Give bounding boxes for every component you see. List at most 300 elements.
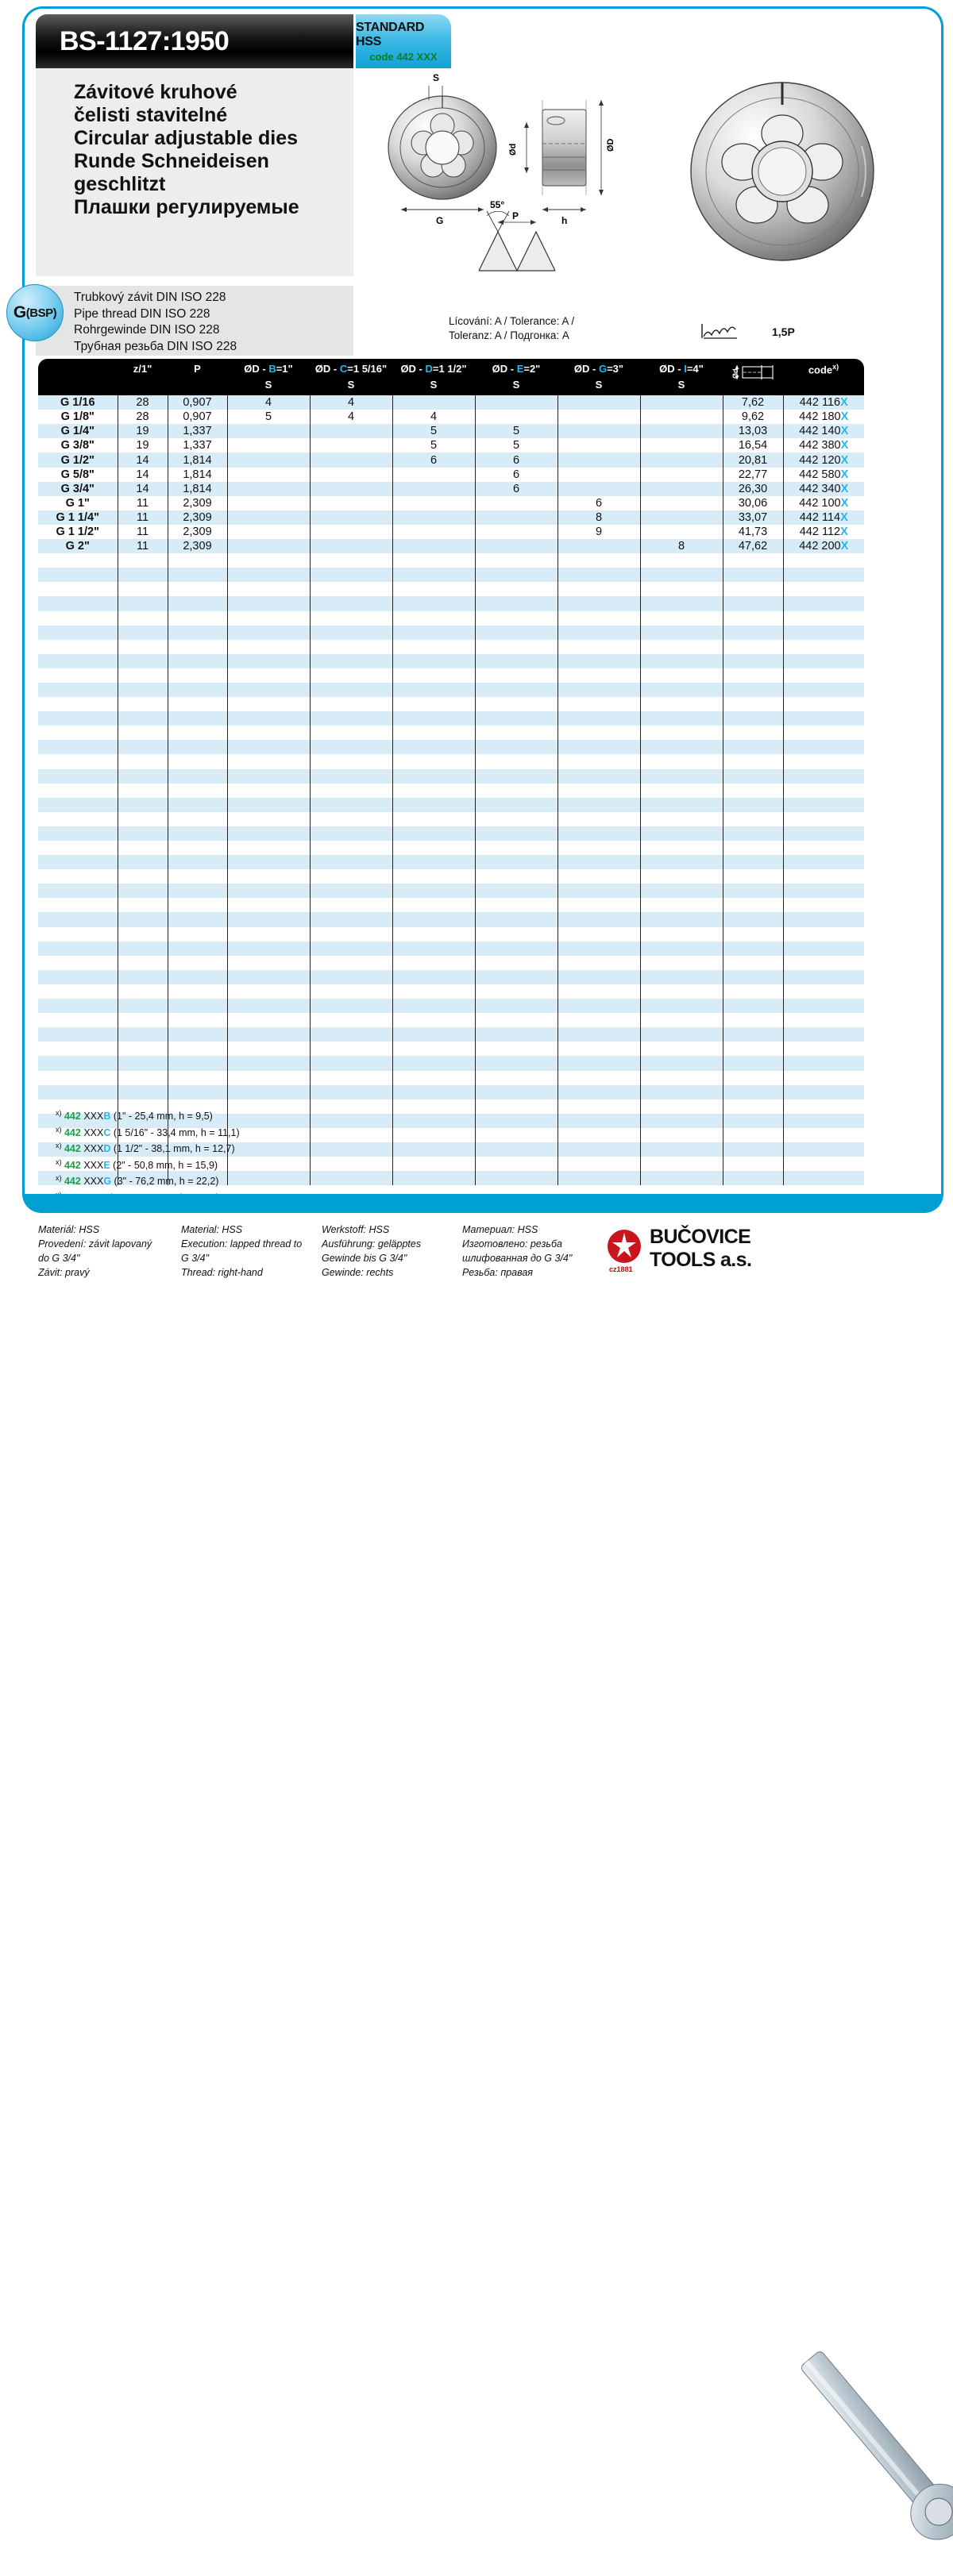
footnote-code: 442 [64,1111,81,1122]
cell-empty [475,553,558,568]
cell-empty [475,596,558,610]
cell-empty [118,1085,168,1099]
cell-empty [310,640,392,654]
thread-standard-en: Pipe thread DIN ISO 228 [74,306,210,321]
cell-empty [227,970,310,984]
cell-p: 1,814 [168,452,227,467]
drawing-label-od-small: Ød [508,143,518,156]
cell-empty [475,740,558,754]
cell-empty [475,898,558,912]
cell-empty [38,1042,118,1056]
footer-cs-l2: Provedení: závit lapovaný [38,1238,152,1250]
footnote-body: XXX [80,1159,104,1171]
bsp-thread-badge [6,284,64,341]
cell-empty [38,984,118,999]
cell-empty [723,726,783,740]
cell-empty [475,884,558,898]
cell-empty [310,1099,392,1114]
cell-z: 19 [118,424,168,438]
footnote-body: XXX [80,1143,104,1155]
die-drawing-svg [353,68,909,276]
cell-empty [723,553,783,568]
footnote-letter: D [103,1143,111,1155]
cell-empty [310,626,392,640]
cell-od: 22,77 [723,468,783,482]
col-header-od-g: ØD - G=3" S [558,359,640,395]
cell-empty [38,740,118,754]
cell-empty [723,568,783,582]
cell-empty [783,1114,864,1128]
cell-empty [118,812,168,826]
cell-empty [392,683,475,697]
col-header-inner-diameter [723,359,783,395]
cell-empty [640,798,723,812]
cell-empty [118,626,168,640]
cell-empty [38,640,118,654]
cell-empty [475,826,558,841]
cell-empty [168,884,227,898]
cell-empty [723,1142,783,1157]
cell-empty [723,1013,783,1027]
footer-de-l1: Werkstoff: HSS [322,1224,390,1235]
cell-empty [640,941,723,956]
cell-empty [118,884,168,898]
table-row-empty [38,784,864,798]
company-logo-icon [605,1227,643,1265]
cell-p: 0,907 [168,410,227,424]
cell-empty [310,1027,392,1042]
cell-empty [310,740,392,754]
footnote-letter: C [103,1126,111,1138]
cell-empty [640,984,723,999]
cell-empty [38,769,118,784]
cell-empty [168,927,227,941]
cell-d [392,482,475,496]
cell-i [640,424,723,438]
cell-empty [640,697,723,711]
cell-empty [558,611,640,626]
footnote-desc: (3" - 76,2 mm, h = 22,2) [111,1176,219,1188]
col-header-od-i: ØD - I=4" S [640,359,723,395]
cell-empty [227,769,310,784]
cell-empty [723,1128,783,1142]
table-row-empty [38,754,864,768]
technical-drawings [353,68,909,276]
cell-empty [640,640,723,654]
table-row [38,468,864,482]
tolerance-line-2: Toleranz: A / Подгонка: A [449,329,569,342]
cell-i [640,525,723,539]
cell-empty [118,984,168,999]
footnote-mark: x) [56,1174,62,1183]
cell-empty [475,683,558,697]
cell-empty [118,1056,168,1070]
cell-empty [558,553,640,568]
cell-d: 5 [392,438,475,452]
cell-empty [723,941,783,956]
cell-code: 442 140X [783,424,864,438]
cell-empty [118,898,168,912]
cell-empty [310,784,392,798]
cell-g [558,539,640,553]
cell-empty [783,812,864,826]
footer-de-l2: Ausführung: geläpptes [322,1238,422,1250]
cell-empty [558,999,640,1013]
cell-empty [38,784,118,798]
table-row-empty [38,626,864,640]
cell-empty [783,1099,864,1114]
cell-empty [392,826,475,841]
cell-empty [38,855,118,869]
cell-c [310,496,392,510]
cell-empty [227,711,310,726]
company-logo [605,1226,796,1281]
cell-empty [392,812,475,826]
cell-empty [310,984,392,999]
cell-empty [475,927,558,941]
cell-empty [558,683,640,697]
cell-empty [227,884,310,898]
cell-b [227,510,310,525]
cell-empty [783,640,864,654]
cell-empty [227,568,310,582]
cell-od: 26,30 [723,482,783,496]
cell-size: G 1/16 [38,395,118,410]
cell-od: 47,62 [723,539,783,553]
cell-empty [783,582,864,596]
cell-empty [475,841,558,855]
cell-empty [392,912,475,926]
cell-empty [723,1171,783,1185]
cell-empty [118,927,168,941]
cell-empty [392,984,475,999]
cell-empty [475,582,558,596]
footer-de-l4: Gewinde: rechts [322,1267,394,1279]
cell-empty [227,841,310,855]
cell-b [227,496,310,510]
footer-de-l3: Gewinde bis G 3/4" [322,1253,407,1265]
cell-empty [475,855,558,869]
tolerance-note [449,314,574,343]
cell-empty [723,1099,783,1114]
drawing-label-g: G [436,215,444,226]
cell-b [227,452,310,467]
thread-standard-cs: Trubkový závit DIN ISO 228 [74,291,226,304]
table-row [38,452,864,467]
table-row-empty [38,711,864,726]
cell-empty [168,611,227,626]
drawing-label-p: P [512,210,519,221]
table-row-empty [38,841,864,855]
cell-b [227,438,310,452]
cell-size: G 2" [38,539,118,553]
table-row-empty [38,1056,864,1070]
cell-od: 20,81 [723,452,783,467]
cell-empty [118,1027,168,1042]
cell-empty [38,611,118,626]
cell-empty [392,941,475,956]
cell-empty [118,1013,168,1027]
cell-empty [227,626,310,640]
cell-z: 19 [118,438,168,452]
cell-empty [640,956,723,970]
cell-empty [168,1056,227,1070]
cell-e [475,525,558,539]
cell-b [227,539,310,553]
cell-empty [475,1171,558,1185]
cell-empty [118,596,168,610]
table-row-empty [38,927,864,941]
cell-empty [783,898,864,912]
cell-empty [118,999,168,1013]
footnote-letter: B [103,1111,111,1122]
cell-g: 8 [558,510,640,525]
cell-empty [227,1042,310,1056]
title-cs-1: Závitové kruhové [74,81,237,103]
cell-empty [558,927,640,941]
footnote-desc: (1 1/2" - 38,1 mm, h = 12,7) [110,1143,235,1155]
footnote-mark: x) [56,1125,62,1134]
cell-empty [392,1071,475,1085]
cell-empty [475,626,558,640]
cell-empty [640,1085,723,1099]
cell-empty [783,1071,864,1085]
cell-c [310,452,392,467]
cell-empty [310,841,392,855]
cell-empty [558,784,640,798]
cell-empty [640,999,723,1013]
cell-od: 9,62 [723,410,783,424]
cell-empty [310,711,392,726]
cell-empty [227,582,310,596]
cell-empty [783,711,864,726]
cell-empty [640,912,723,926]
table-row-empty [38,999,864,1013]
cell-empty [475,1114,558,1128]
cell-e: 6 [475,452,558,467]
cell-d: 4 [392,410,475,424]
cell-empty [723,841,783,855]
table-row-empty [38,941,864,956]
cell-empty [227,869,310,884]
cell-empty [723,1085,783,1099]
cell-empty [227,984,310,999]
cell-empty [310,1042,392,1056]
cell-empty [227,812,310,826]
cell-z: 14 [118,452,168,467]
cell-empty [475,912,558,926]
table-row-empty [38,1027,864,1042]
table-row-empty [38,898,864,912]
cell-empty [118,855,168,869]
cell-empty [118,784,168,798]
cell-empty [783,1056,864,1070]
cell-empty [640,1142,723,1157]
table-row-empty [38,640,864,654]
table-row-empty [38,668,864,683]
cell-empty [475,1128,558,1142]
cell-empty [558,798,640,812]
table-row-empty [38,611,864,626]
code-footnotes [56,1108,240,1206]
cell-empty [783,654,864,668]
table-body [38,395,864,1188]
table-row-empty [38,769,864,784]
cell-empty [783,553,864,568]
cell-i [640,395,723,410]
cell-empty [558,1027,640,1042]
cell-empty [640,855,723,869]
cell-empty [783,596,864,610]
cell-empty [640,683,723,697]
cell-empty [640,769,723,784]
cell-empty [475,798,558,812]
cell-i: 8 [640,539,723,553]
footnote-letter: E [103,1159,110,1171]
cell-empty [392,1142,475,1157]
cell-empty [640,1128,723,1142]
cell-empty [38,711,118,726]
company-name-line2: TOOLS a.s. [650,1249,752,1271]
cell-code: 442 200X [783,539,864,553]
cell-empty [392,1042,475,1056]
cell-empty [38,626,118,640]
thread-standard-band [36,286,353,356]
cell-empty [118,582,168,596]
cell-empty [392,1128,475,1142]
cell-empty [640,1027,723,1042]
cell-c [310,468,392,482]
company-logo-mark-text: cz1881 [609,1265,633,1273]
table-row-empty [38,826,864,841]
cell-p: 1,814 [168,468,227,482]
cell-empty [640,884,723,898]
cell-empty [168,841,227,855]
cell-empty [475,754,558,768]
cell-empty [118,611,168,626]
cell-b [227,468,310,482]
cell-code: 442 120X [783,452,864,467]
table-row-empty [38,812,864,826]
cell-empty [558,812,640,826]
table-row [38,410,864,424]
cell-p: 1,337 [168,424,227,438]
col-header-code: code$^{x)}$ [783,359,864,395]
cell-empty [558,855,640,869]
company-name-line1: BUČOVICE [650,1226,751,1248]
cell-empty [227,912,310,926]
cell-empty [118,1071,168,1085]
cell-size: G 3/8" [38,438,118,452]
cell-z: 28 [118,410,168,424]
cell-empty [783,740,864,754]
cell-empty [227,826,310,841]
cell-size: G 3/4" [38,482,118,496]
cell-empty [640,711,723,726]
table-row-empty [38,1071,864,1085]
cell-empty [227,855,310,869]
cell-empty [38,1027,118,1042]
cell-empty [310,611,392,626]
cell-empty [168,582,227,596]
cell-empty [310,812,392,826]
cell-empty [392,654,475,668]
table-row-empty [38,912,864,926]
cell-g [558,438,640,452]
cell-empty [475,1056,558,1070]
thread-standard-ru: Трубная резьба DIN ISO 228 [74,339,237,353]
cell-d [392,468,475,482]
cell-empty [310,553,392,568]
cell-code: 442 340X [783,482,864,496]
cell-empty [783,668,864,683]
cell-p: 1,814 [168,482,227,496]
cell-empty [310,970,392,984]
cell-empty [38,869,118,884]
cell-empty [38,956,118,970]
footnote-code: 442 [64,1126,81,1138]
cell-empty [168,754,227,768]
cell-empty [38,898,118,912]
cell-empty [558,941,640,956]
cell-empty [168,956,227,970]
cell-empty [723,1056,783,1070]
cell-empty [310,1071,392,1085]
cell-empty [475,568,558,582]
cell-size: G 1/8" [38,410,118,424]
cell-empty [168,553,227,568]
cell-empty [168,654,227,668]
cell-empty [227,683,310,697]
cell-empty [310,855,392,869]
cell-empty [640,611,723,626]
cell-empty [310,1157,392,1171]
drawing-label-s: S [433,72,440,83]
cell-empty [558,1128,640,1142]
cell-empty [558,668,640,683]
cell-c [310,482,392,496]
bsp-badge-letter: G [13,303,26,322]
cell-empty [640,784,723,798]
cell-p: 2,309 [168,525,227,539]
table-row-empty [38,869,864,884]
cell-empty [392,784,475,798]
cell-c [310,424,392,438]
cell-p: 0,907 [168,395,227,410]
footer-en-l3: G 3/4" [181,1253,210,1265]
cell-empty [118,740,168,754]
cell-empty [38,553,118,568]
cell-empty [392,1157,475,1171]
cell-od: 13,03 [723,424,783,438]
cell-od: 41,73 [723,525,783,539]
cell-empty [783,999,864,1013]
cell-empty [723,596,783,610]
cell-empty [783,769,864,784]
cell-empty [723,1071,783,1085]
cell-empty [227,553,310,568]
cell-empty [640,1157,723,1171]
lead-length-value: 1,5P [772,325,795,338]
cell-empty [723,884,783,898]
footnote-body: XXX [80,1176,104,1188]
cell-empty [38,841,118,855]
cell-empty [475,784,558,798]
cell-empty [168,668,227,683]
footer-cs-l3: do G 3/4" [38,1253,80,1265]
cell-empty [310,668,392,683]
cell-empty [168,912,227,926]
